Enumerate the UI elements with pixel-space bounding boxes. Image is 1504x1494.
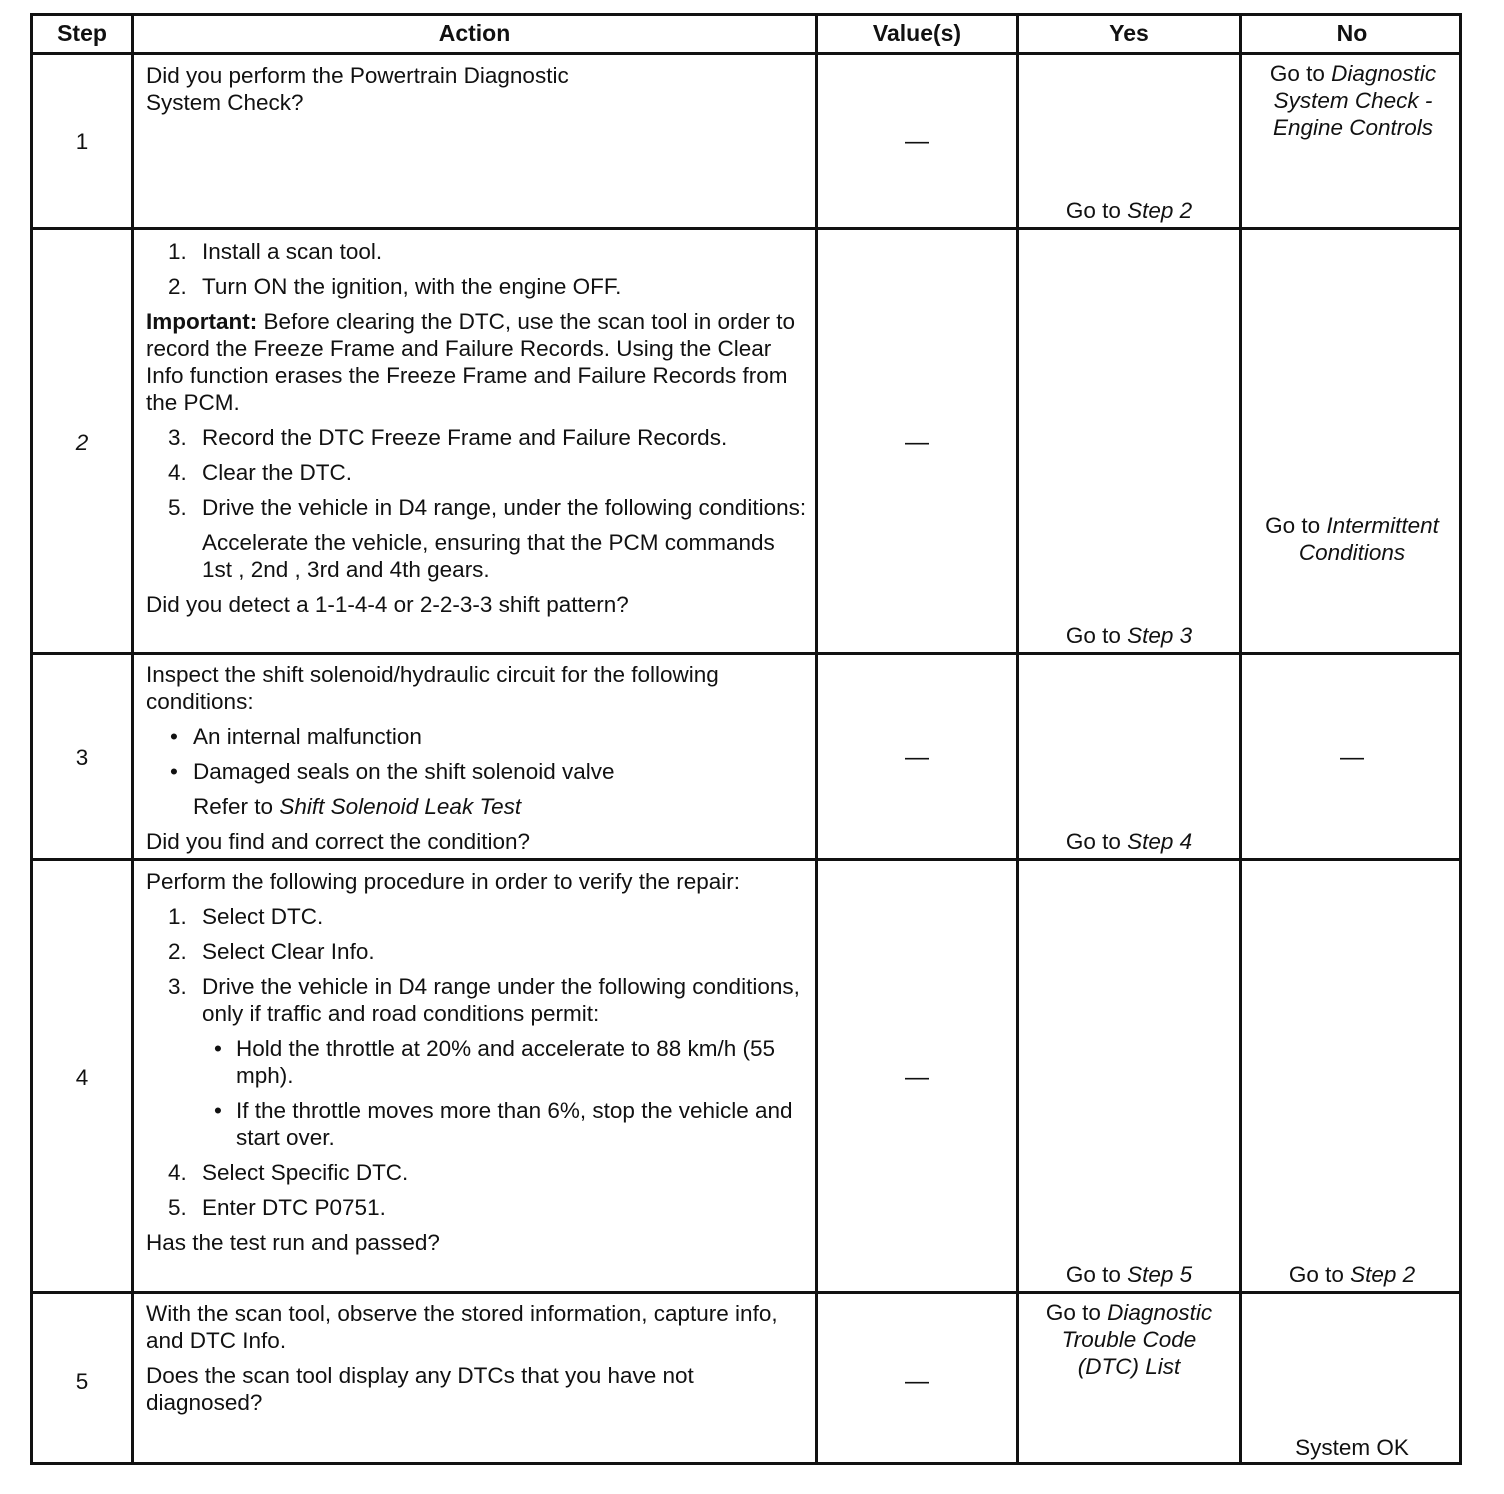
question: Did you detect a 1-1-4-4 or 2-2-3-3 shift pattern? [146, 592, 629, 617]
row-divider [33, 858, 1459, 861]
list-item: • Damaged seals on the shift solenoid valve [170, 759, 615, 784]
col-divider [1239, 16, 1242, 1462]
col-divider [131, 16, 134, 1462]
action-content [146, 230, 811, 618]
list-item: 4. Clear the DTC. [168, 460, 353, 485]
list-item: 3. Record the DTC Freeze Frame and Failure Records. [168, 425, 728, 450]
action-content [146, 661, 811, 855]
question: Has the test run and passed? [146, 1230, 440, 1255]
goto-label: Go to [1065, 829, 1121, 854]
yes-link[interactable] [1019, 622, 1239, 649]
no-target: Intermittent Conditions [1298, 513, 1439, 565]
no-target: Step 2 [1350, 1262, 1416, 1287]
step-number: 2 [75, 430, 89, 455]
header-no: No [1336, 20, 1368, 46]
header-yes: Yes [1109, 20, 1149, 46]
step-number: 3 [75, 745, 89, 770]
row-divider [33, 652, 1459, 655]
question: Did you find and correct the condition? [146, 829, 530, 854]
refer-text: Refer to Shift Solenoid Leak Test [193, 794, 522, 819]
no-target: Diagnostic System Check - Engine Controls [1272, 61, 1437, 140]
goto-label: Go to [1065, 198, 1121, 223]
no-result: System OK [1295, 1435, 1409, 1460]
goto-label: Go to [1065, 1262, 1121, 1287]
header-divider [33, 52, 1459, 55]
sub-list-item: • Hold the throttle at 20% and accelerate to 88 km/h (55 mph). [214, 1036, 776, 1088]
step-number: 1 [75, 129, 89, 154]
sub-list-item: • If the throttle moves more than 6%, stop the vehicle and start over. [214, 1098, 793, 1150]
goto-label: Go to [1065, 623, 1121, 648]
goto-label: Go to [1265, 513, 1321, 538]
yes-link[interactable] [1019, 1261, 1239, 1288]
list-item: 5. Drive the vehicle in D4 range, under the following conditions: [168, 495, 807, 520]
action-content [146, 868, 811, 1256]
list-item: 5. Enter DTC P0751. [168, 1195, 386, 1220]
no-dash: — [1340, 744, 1364, 771]
list-item: 4. Select Specific DTC. [168, 1160, 409, 1185]
yes-link[interactable] [1029, 1299, 1229, 1380]
list-item: 1. Install a scan tool. [168, 239, 383, 264]
yes-target: Step 3 [1127, 623, 1193, 648]
list-item: 3. Drive the vehicle in D4 range under the following conditions, only if traffic and road conditions permit: [168, 974, 800, 1026]
col-divider [1016, 16, 1019, 1462]
important-note: Important: Before clearing the DTC, use the scan tool in order to record the Freeze Frame and Failure Records. Using the Clear Info function erases the Freeze Frame and Failure Records from the PCM. [146, 309, 796, 415]
action-content [146, 1300, 811, 1416]
diagnostic-table [30, 13, 1462, 1465]
goto-label: Go to [1288, 1262, 1344, 1287]
intro: Perform the following procedure in order to verify the repair: [146, 869, 741, 894]
sub-text: Accelerate the vehicle, ensuring that the PCM commands 1st , 2nd , 3rd and 4th gears. [202, 530, 775, 582]
goto-label: Go to [1045, 1300, 1101, 1325]
no-link[interactable] [1242, 1261, 1462, 1288]
value-dash: — [905, 1368, 929, 1395]
question: Does the scan tool display any DTCs that you have not diagnosed? [146, 1363, 694, 1415]
intro: Inspect the shift solenoid/hydraulic circuit for the following conditions: [146, 662, 719, 714]
value-dash: — [905, 744, 929, 771]
list-item: • An internal malfunction [170, 724, 422, 749]
yes-link[interactable] [1019, 828, 1239, 855]
no-link[interactable] [1245, 512, 1459, 566]
col-divider [815, 16, 818, 1462]
yes-link[interactable] [1019, 197, 1239, 224]
value-dash: — [905, 128, 929, 155]
action-text: With the scan tool, observe the stored information, capture info, and DTC Info. [146, 1301, 778, 1353]
yes-target: Step 2 [1127, 198, 1193, 223]
list-item: 2. Select Clear Info. [168, 939, 375, 964]
step-number: 5 [75, 1369, 89, 1394]
yes-target: Diagnostic Trouble Code (DTC) List [1061, 1300, 1213, 1379]
yes-target: Step 4 [1127, 829, 1193, 854]
header-step: Step [57, 20, 107, 46]
step-number: 4 [75, 1065, 89, 1090]
action-text: Did you perform the Powertrain Diagnostic System Check? [146, 63, 569, 115]
yes-target: Step 5 [1127, 1262, 1193, 1287]
list-item: 2. Turn ON the ignition, with the engine OFF. [168, 274, 622, 299]
no-link[interactable] [1255, 60, 1451, 141]
row-divider [33, 1291, 1459, 1294]
value-dash: — [905, 429, 929, 456]
value-dash: — [905, 1064, 929, 1091]
header-values: Value(s) [872, 20, 962, 46]
header-action: Action [438, 20, 511, 46]
goto-label: Go to [1269, 61, 1325, 86]
list-item: 1. Select DTC. [168, 904, 324, 929]
